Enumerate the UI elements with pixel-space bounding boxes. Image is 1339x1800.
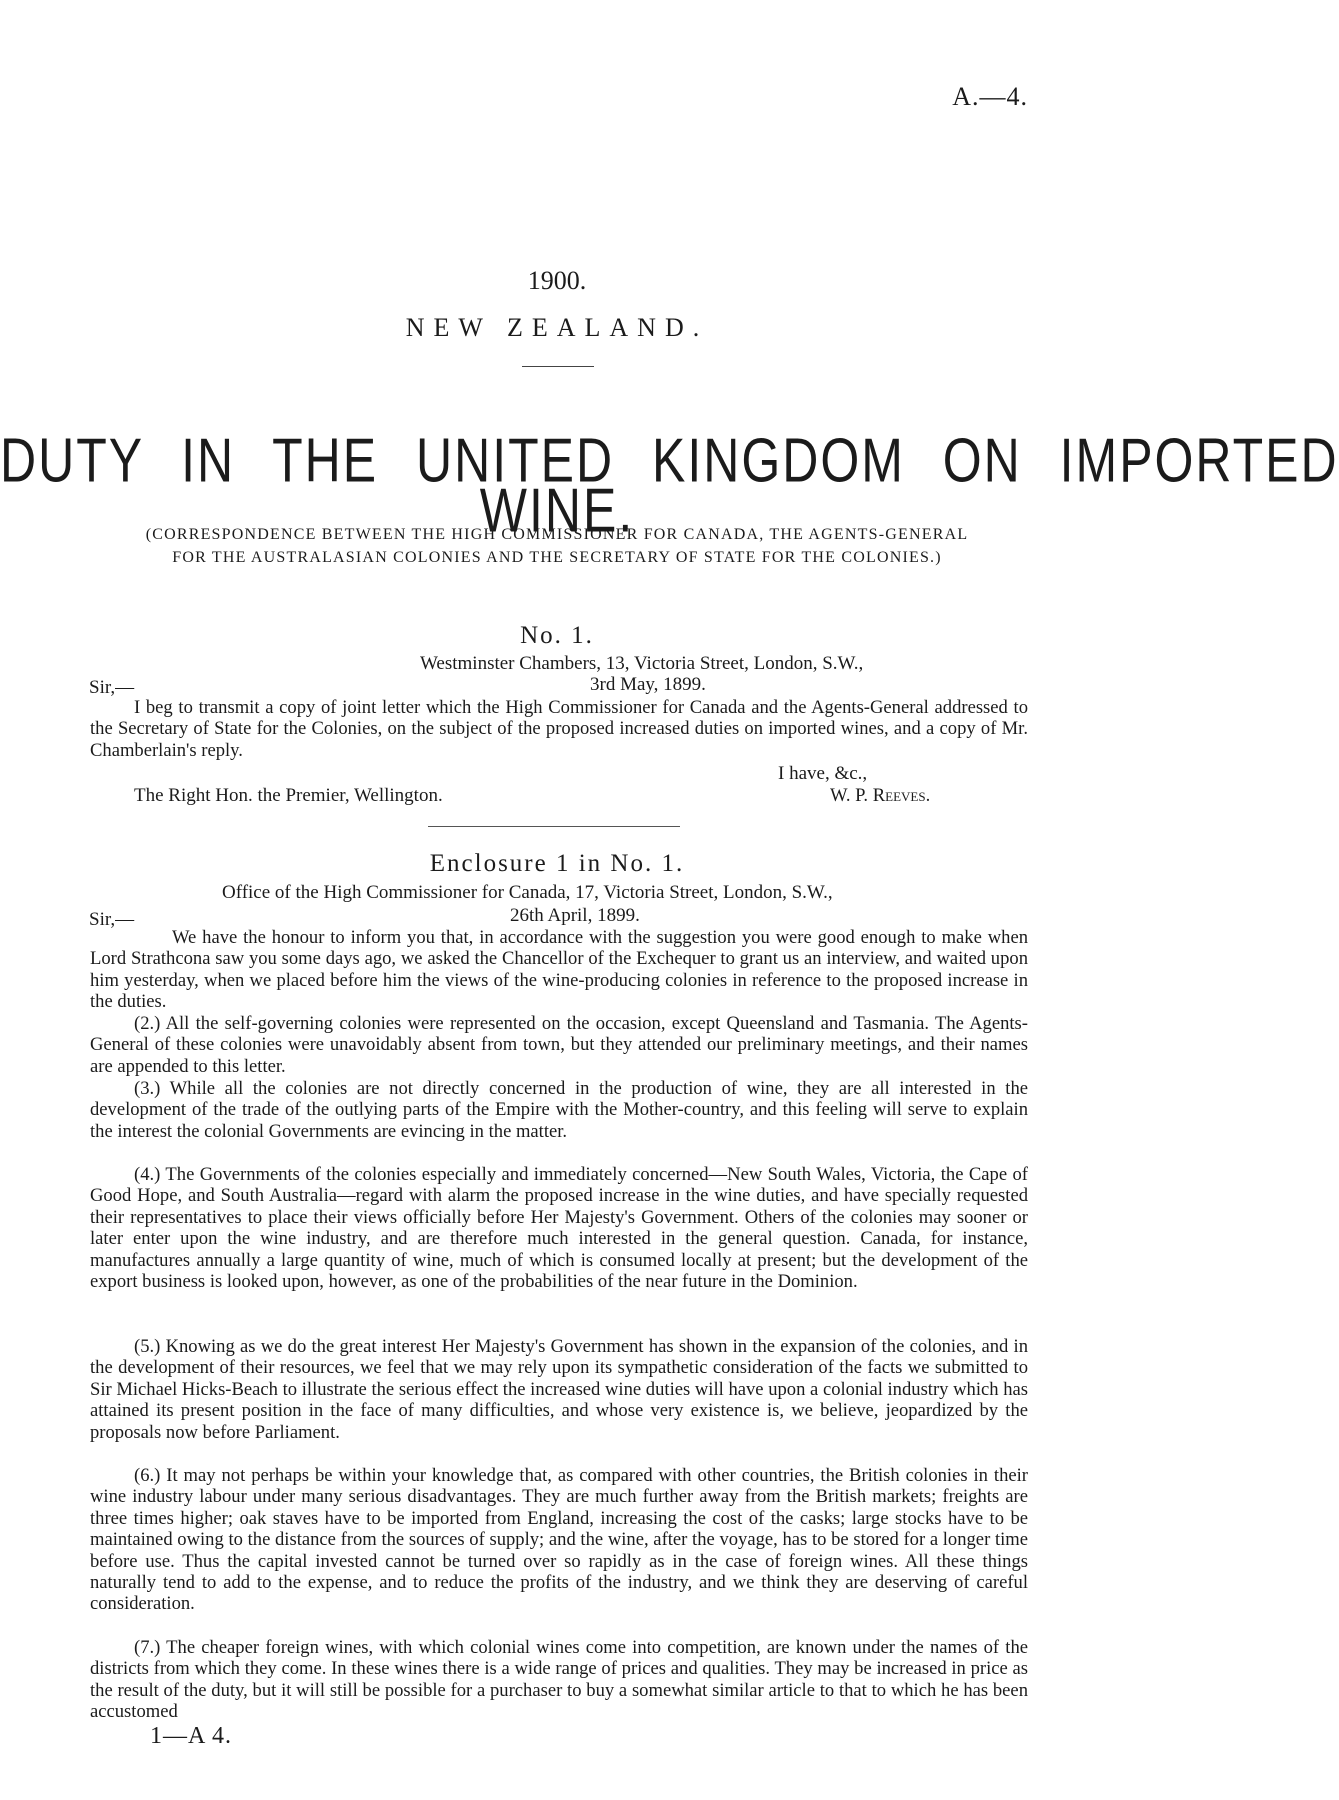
- letter-recipient: The Right Hon. the Premier, Wellington.: [134, 785, 443, 806]
- enclosure-heading: Enclosure 1 in No. 1.: [429, 850, 685, 877]
- paragraph-1: We have the honour to inform you that, in accordance with the suggestion you were good enough to make when Lord Strathcona saw you some days ago, we asked the Chancellor of the Exchequer to grant us an interview, and waited upon him yesterday, when we placed before him the views of the wine-producing colonies in reference to the proposed increase in the duties.: [90, 927, 1028, 1013]
- letter-salutation: Sir,—: [89, 677, 135, 698]
- divider: [428, 826, 680, 827]
- paragraph-4: (4.) The Governments of the colonies especially and immediately concerned—New South Wales, Victoria, the Cape of Good Hope, and South Australia—regard with alarm the proposed increase in the wine duties, and have specially requested their representatives to place their views officially before Her Majesty's Government. Others of the colonies may sooner or later enter upon the wine industry, and are therefore much interested in the general question. Canada, for instance, manufactures annually a large quantity of wine, much of which is consumed locally at present; but the development of the export business is looked upon, however, as one of the probabilities of the near future in the Dominion.: [90, 1164, 1028, 1293]
- divider-short: [522, 366, 594, 367]
- letter-heading: No. 1.: [520, 622, 594, 649]
- document-title-line-2: WINE.: [479, 475, 635, 546]
- page-reference: A.—4.: [952, 82, 1028, 111]
- letter-signature: W. P. Reeves.: [830, 785, 931, 806]
- enclosure-date: 26th April, 1899.: [510, 905, 640, 926]
- paragraph-3: (3.) While all the colonies are not directly concerned in the production of wine, they are all interested in the development of the trade of the outlying parts of the Empire with the Mother-country, and this feeling will serve to explain the interest the colonial Governments are evincing in the matter.: [90, 1078, 1028, 1142]
- enclosure-address: Office of the High Commissioner for Canada, 17, Victoria Street, London, S.W.,: [222, 882, 833, 903]
- document-subtitle-line-1: (CORRESPONDENCE BETWEEN THE HIGH COMMISSIONER FOR CANADA, THE AGENTS-GENERAL: [145, 526, 969, 543]
- letter-address: Westminster Chambers, 13, Victoria Street, London, S.W.,: [420, 653, 864, 674]
- country: NEW ZEALAND.: [405, 313, 709, 342]
- letter-date: 3rd May, 1899.: [590, 674, 706, 695]
- enclosure-salutation: Sir,—: [89, 909, 135, 930]
- document-title-line-1: DUTY IN THE UNITED KINGDOM ON IMPORTED: [0, 425, 1339, 496]
- document-subtitle-line-2: FOR THE AUSTRALASIAN COLONIES AND THE SECRETARY OF STATE FOR THE COLONIES.): [172, 549, 942, 566]
- printer-signature-mark: 1—A 4.: [150, 1723, 233, 1749]
- paragraph-6: (6.) It may not perhaps be within your knowledge that, as compared with other countries, the British colonies in their wine industry labour under many serious disadvantages. They are much further away from the British markets; freights are three times higher; oak staves have to be imported from England, increasing the cost of the casks; large stocks have to be maintained owing to the distance from the sources of supply; and the wine, after the voyage, has to be stored for a longer time before use. Thus the capital invested cannot be turned over so rapidly as in the case of foreign wines. All these things naturally tend to add to the expense, and to reduce the profits of the industry, and we think they are deserving of careful consideration.: [90, 1465, 1028, 1615]
- letter-body: I beg to transmit a copy of joint letter which the High Commissioner for Canada and the Agents-General addressed to the Secretary of State for the Colonies, on the subject of the proposed increased duties on imported wines, and a copy of Mr. Chamberlain's reply.: [90, 697, 1028, 761]
- letter-closing: I have, &c.,: [778, 763, 868, 784]
- paragraph-5: (5.) Knowing as we do the great interest Her Majesty's Government has shown in the expansion of the colonies, and in the development of their resources, we feel that we may rely upon its sympathetic consideration of the facts we submitted to Sir Michael Hicks-Beach to illustrate the serious effect the increased wine duties will have upon a colonial industry which has attained its present position in the face of many difficulties, and whose very existence is, we believe, jeopardized by the proposals now before Parliament.: [90, 1336, 1028, 1443]
- paragraph-7: (7.) The cheaper foreign wines, with which colonial wines come into competition, are known under the names of the districts from which they come. In these wines there is a wide range of prices and qualities. They may be increased in price as the result of the duty, but it will still be possible for a purchaser to buy a somewhat similar article to that to which he has been accustomed: [90, 1637, 1028, 1723]
- year: 1900.: [527, 266, 587, 295]
- paragraph-2: (2.) All the self-governing colonies were represented on the occasion, except Queensland and Tasmania. The Agents-General of these colonies were unavoidably absent from town, but they attended our preliminary meetings, and their names are appended to this letter.: [90, 1013, 1028, 1077]
